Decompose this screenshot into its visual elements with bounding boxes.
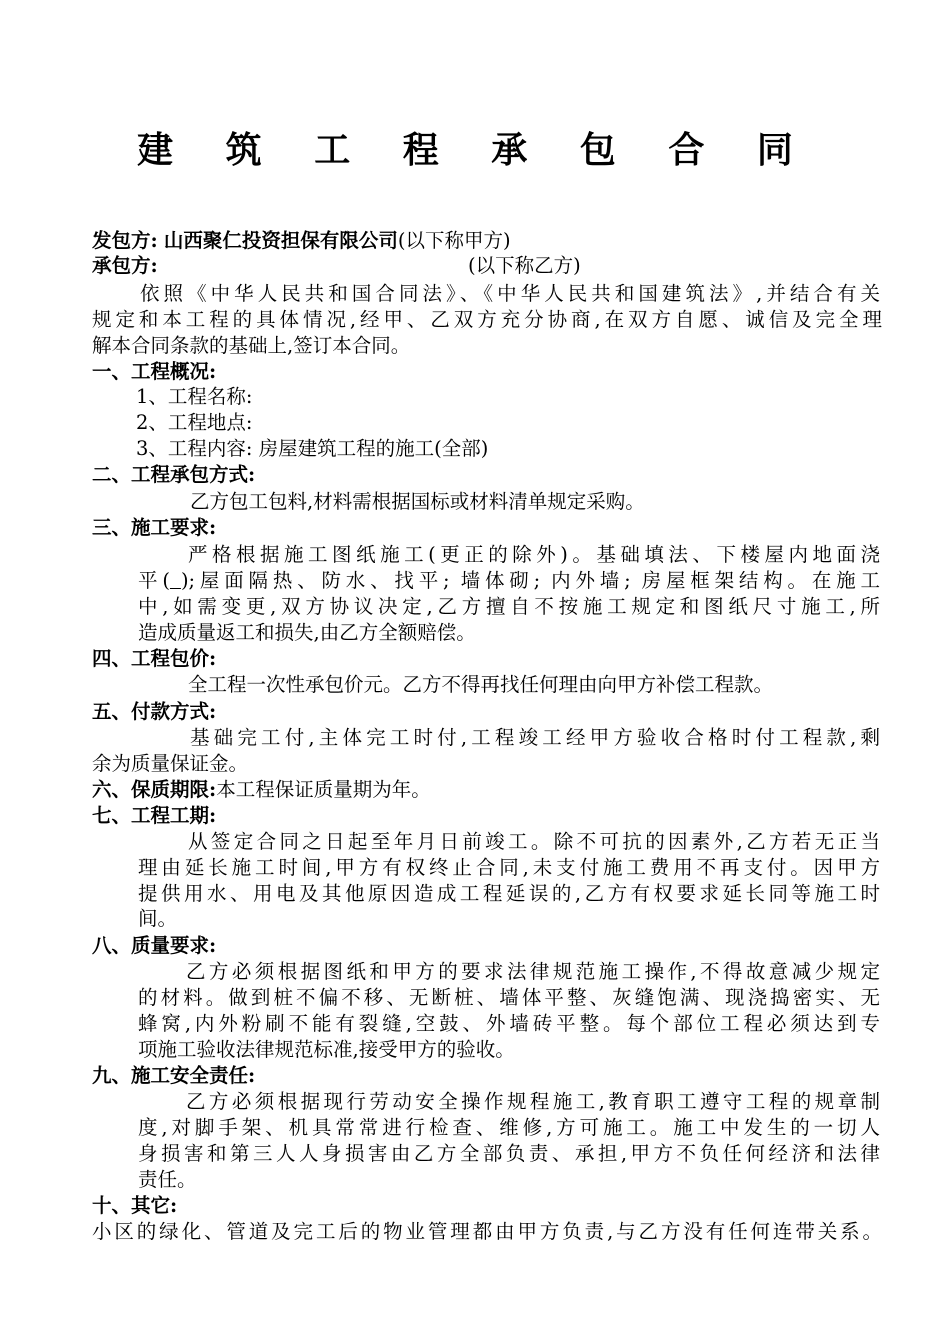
section-1-heading: 一、工程概况: (92, 360, 217, 383)
section-9-line-1: 乙方必须根据现行劳动安全操作规程施工,教育职工遵守工程的规章制 (186, 1090, 880, 1113)
section-8-line-2: 的材料。做到桩不偏不移、无断桩、墙体平整、灰缝饱满、现浇捣密实、无 (138, 986, 880, 1009)
party-a-note: (以下称甲方) (397, 229, 511, 252)
section-7-line-4: 间。 (138, 907, 178, 930)
section-2-heading: 二、工程承包方式: (92, 463, 256, 486)
section-3-line-3: 中,如需变更,双方协议决定,乙方擅自不按施工规定和图纸尺寸施工,所 (138, 595, 880, 618)
section-1-item-2: 2、工程地点: (136, 411, 253, 434)
section-7-line-3: 提供用水、用电及其他原因造成工程延误的,乙方有权要求延长同等施工时 (138, 882, 880, 905)
section-8-line-1: 乙方必须根据图纸和甲方的要求法律规范施工操作,不得故意减少规定 (186, 960, 880, 983)
party-b-note: (以下称乙方) (468, 254, 581, 277)
party-b-label: 承包方: (92, 254, 158, 277)
section-10-heading: 十、其它: (92, 1194, 178, 1217)
section-5-heading: 五、付款方式: (92, 700, 217, 723)
section-9-line-3: 身损害和第三人人身损害由乙方全部负责、承担,甲方不负任何经济和法律 (138, 1142, 880, 1165)
section-10-text: 小区的绿化、管道及完工后的物业管理都由甲方负责,与乙方没有任何连带关系。 (92, 1220, 882, 1243)
intro-line-3: 解本合同条款的基础上,签订本合同。 (92, 334, 411, 357)
intro-line-1: 依照《中华人民共和国合同法》、《中华人民共和国建筑法》,并结合有关 (140, 282, 880, 305)
section-8-heading: 八、质量要求: (92, 934, 217, 957)
section-4-heading: 四、工程包价: (92, 647, 217, 670)
section-3-line-2b: );屋面隔热、防水、找平; 墙体砌; 内外墙; 房屋框架结构。在施工 (180, 569, 880, 592)
section-5-line-1: 基础完工付,主体完工时付,工程竣工经甲方验收合格时付工程款,剩 (190, 726, 880, 749)
section-5-line-2: 余为质量保证金。 (92, 752, 249, 775)
section-3-line-4: 造成质量返工和损失,由乙方全额赔偿。 (138, 621, 476, 644)
section-9-heading: 九、施工安全责任: (92, 1064, 256, 1087)
document-title: 建 筑 工 程 承 包 合 同 (137, 129, 813, 171)
section-3-line-1: 严格根据施工图纸施工(更正的除外)。基础填法、下楼屋内地面浇 (188, 543, 880, 566)
section-3-line-2a: 平( (138, 569, 170, 592)
section-3-heading: 三、施工要求: (92, 516, 217, 539)
intro-line-2: 规定和本工程的具体情况,经甲、乙双方充分协商,在双方自愿、诚信及完全理 (92, 308, 882, 331)
section-9-line-4: 责任。 (138, 1168, 197, 1191)
section-6-line (92, 778, 431, 802)
section-7-line-1: 从签定合同之日起至年月日前竣工。除不可抗的因素外,乙方若无正当 (188, 830, 880, 853)
section-6-heading: 六、保质期限: (92, 778, 217, 801)
section-9-line-2: 度,对脚手架、机具常常进行检查、维修,方可施工。施工中发生的一切人 (138, 1116, 880, 1139)
section-2-text: 乙方包工包料,材料需根据国标或材料清单规定采购。 (190, 490, 645, 513)
section-8-line-4: 项施工验收法律规范标准,接受甲方的验收。 (138, 1038, 515, 1061)
section-4-text: 全工程一次性承包价元。乙方不得再找任何理由向甲方补偿工程款。 (188, 673, 774, 696)
section-3-line-2 (138, 569, 880, 593)
section-7-line-2: 理由延长施工时间,甲方有权终止合同,未支付施工费用不再支付。因甲方 (138, 856, 880, 879)
section-8-line-3: 蜂窝,内外粉刷不能有裂缝,空鼓、外墙砖平整。每个部位工程必须达到专 (138, 1012, 880, 1035)
section-7-heading: 七、工程工期: (92, 804, 217, 827)
party-a-label: 发包方: (92, 229, 158, 252)
party-a-name: 山西聚仁投资担保有限公司 (163, 229, 398, 252)
section-3-blank (170, 569, 181, 592)
section-1-item-3: 3、工程内容: 房屋建筑工程的施工(全部) (136, 437, 489, 460)
section-6-text: 本工程保证质量期为年。 (216, 778, 431, 801)
party-a-line (92, 229, 511, 253)
section-1-item-1: 1、工程名称: (136, 385, 253, 408)
